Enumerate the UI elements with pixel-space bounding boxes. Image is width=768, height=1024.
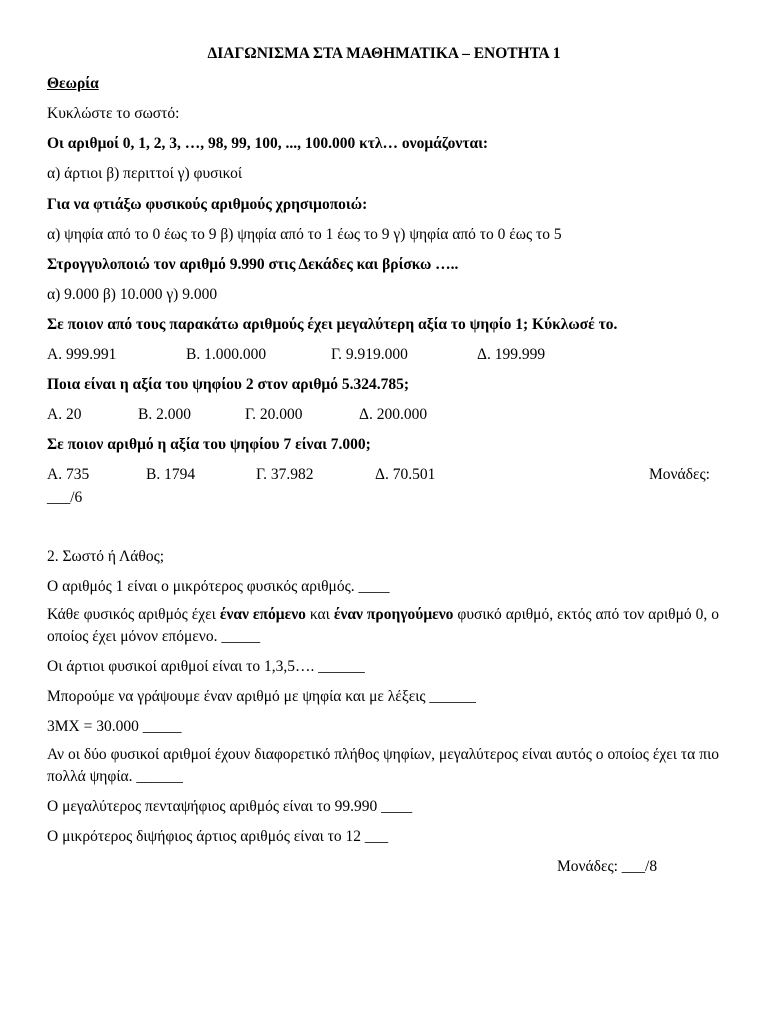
question-6-option-d: Δ. 70.501	[375, 466, 436, 483]
question-4-option-a: Α. 999.991	[47, 346, 117, 363]
question-3: Στρογγυλοποιώ τον αριθμό 9.990 στις Δεκάδες και βρίσκω …..	[47, 256, 459, 273]
section2-score: Μονάδες: ___/8	[557, 858, 658, 875]
statement-2-bold-2: έναν προηγούμενο	[333, 606, 454, 623]
question-6-option-b: Β. 1794	[146, 466, 196, 483]
question-4-option-c: Γ. 9.919.000	[331, 346, 408, 363]
question-4: Σε ποιον από τους παρακάτω αριθμούς έχει μεγαλύτερη αξία το ψηφίο 1; Κύκλωσέ το.	[47, 316, 618, 333]
question-5: Ποια είναι η αξία του ψηφίου 2 στον αριθμό 5.324.785;	[47, 376, 409, 393]
statement-2-text-2: και	[305, 606, 334, 623]
statement-2-text-1: Κάθε φυσικός αριθμός έχει	[47, 606, 220, 623]
statement-2	[47, 604, 719, 648]
statement-8: Ο μικρότερος διψήφιος άρτιος αριθμός είναι το 12 ___	[47, 828, 389, 845]
statement-5: 3ΜΧ = 30.000 _____	[47, 718, 182, 735]
question-5-option-a: Α. 20	[47, 406, 82, 423]
section1-score-value: ___/6	[47, 489, 83, 506]
question-6-option-a: Α. 735	[47, 466, 90, 483]
question-1: Οι αριθμοί 0, 1, 2, 3, …, 98, 99, 100, ..., 100.000 κτλ… ονομάζονται:	[47, 135, 489, 152]
question-2-options: α) ψηφία από το 0 έως το 9 β) ψηφία από το 1 έως το 9 γ) ψηφία από το 0 έως το 5	[47, 226, 562, 243]
section1-score-label: Μονάδες:	[649, 466, 710, 483]
statement-2-bold-1: έναν επόμενο	[219, 606, 306, 623]
question-1-options: α) άρτιοι β) περιττοί γ) φυσικοί	[47, 165, 243, 182]
exam-title: ΔΙΑΓΩΝΙΣΜΑ ΣΤΑ ΜΑΘΗΜΑΤΙΚΑ – ΕΝΟΤΗΤΑ 1	[207, 45, 561, 62]
statement-1: Ο αριθμός 1 είναι ο μικρότερος φυσικός αριθμός. ____	[47, 578, 390, 595]
question-6: Σε ποιον αριθμό η αξία του ψηφίου 7 είναι 7.000;	[47, 436, 371, 453]
question-5-option-c: Γ. 20.000	[245, 406, 303, 423]
question-3-options: α) 9.000 β) 10.000 γ) 9.000	[47, 286, 218, 303]
statement-7: Ο μεγαλύτερος πενταψήφιος αριθμός είναι το 99.990 ____	[47, 798, 413, 815]
statement-4: Μπορούμε να γράψουμε έναν αριθμό με ψηφία και με λέξεις ______	[47, 688, 476, 705]
question-5-option-b: Β. 2.000	[138, 406, 191, 423]
question-4-option-d: Δ. 199.999	[477, 346, 546, 363]
instruction-text: Κυκλώστε το σωστό:	[47, 105, 180, 122]
statement-2-text-3: φυσικό αριθμό, εκτός από τον αριθμό 0, ο οποίος έχει μόνον επόμενο. _____	[47, 606, 720, 645]
theory-heading: Θεωρία	[47, 75, 99, 92]
question-2: Για να φτιάξω φυσικούς αριθμούς χρησιμοποιώ:	[47, 196, 368, 213]
section2-heading: 2. Σωστό ή Λάθος;	[47, 548, 165, 565]
statement-6: Αν οι δύο φυσικοί αριθμοί έχουν διαφορετικό πλήθος ψηφίων, μεγαλύτερος είναι αυτός ο οποίος έχει τα πιο πολλά ψηφία. ______	[47, 746, 719, 785]
question-4-option-b: Β. 1.000.000	[186, 346, 267, 363]
question-6-option-c: Γ. 37.982	[256, 466, 314, 483]
question-5-option-d: Δ. 200.000	[359, 406, 428, 423]
statement-3: Οι άρτιοι φυσικοί αριθμοί είναι το 1,3,5…. ______	[47, 658, 365, 675]
